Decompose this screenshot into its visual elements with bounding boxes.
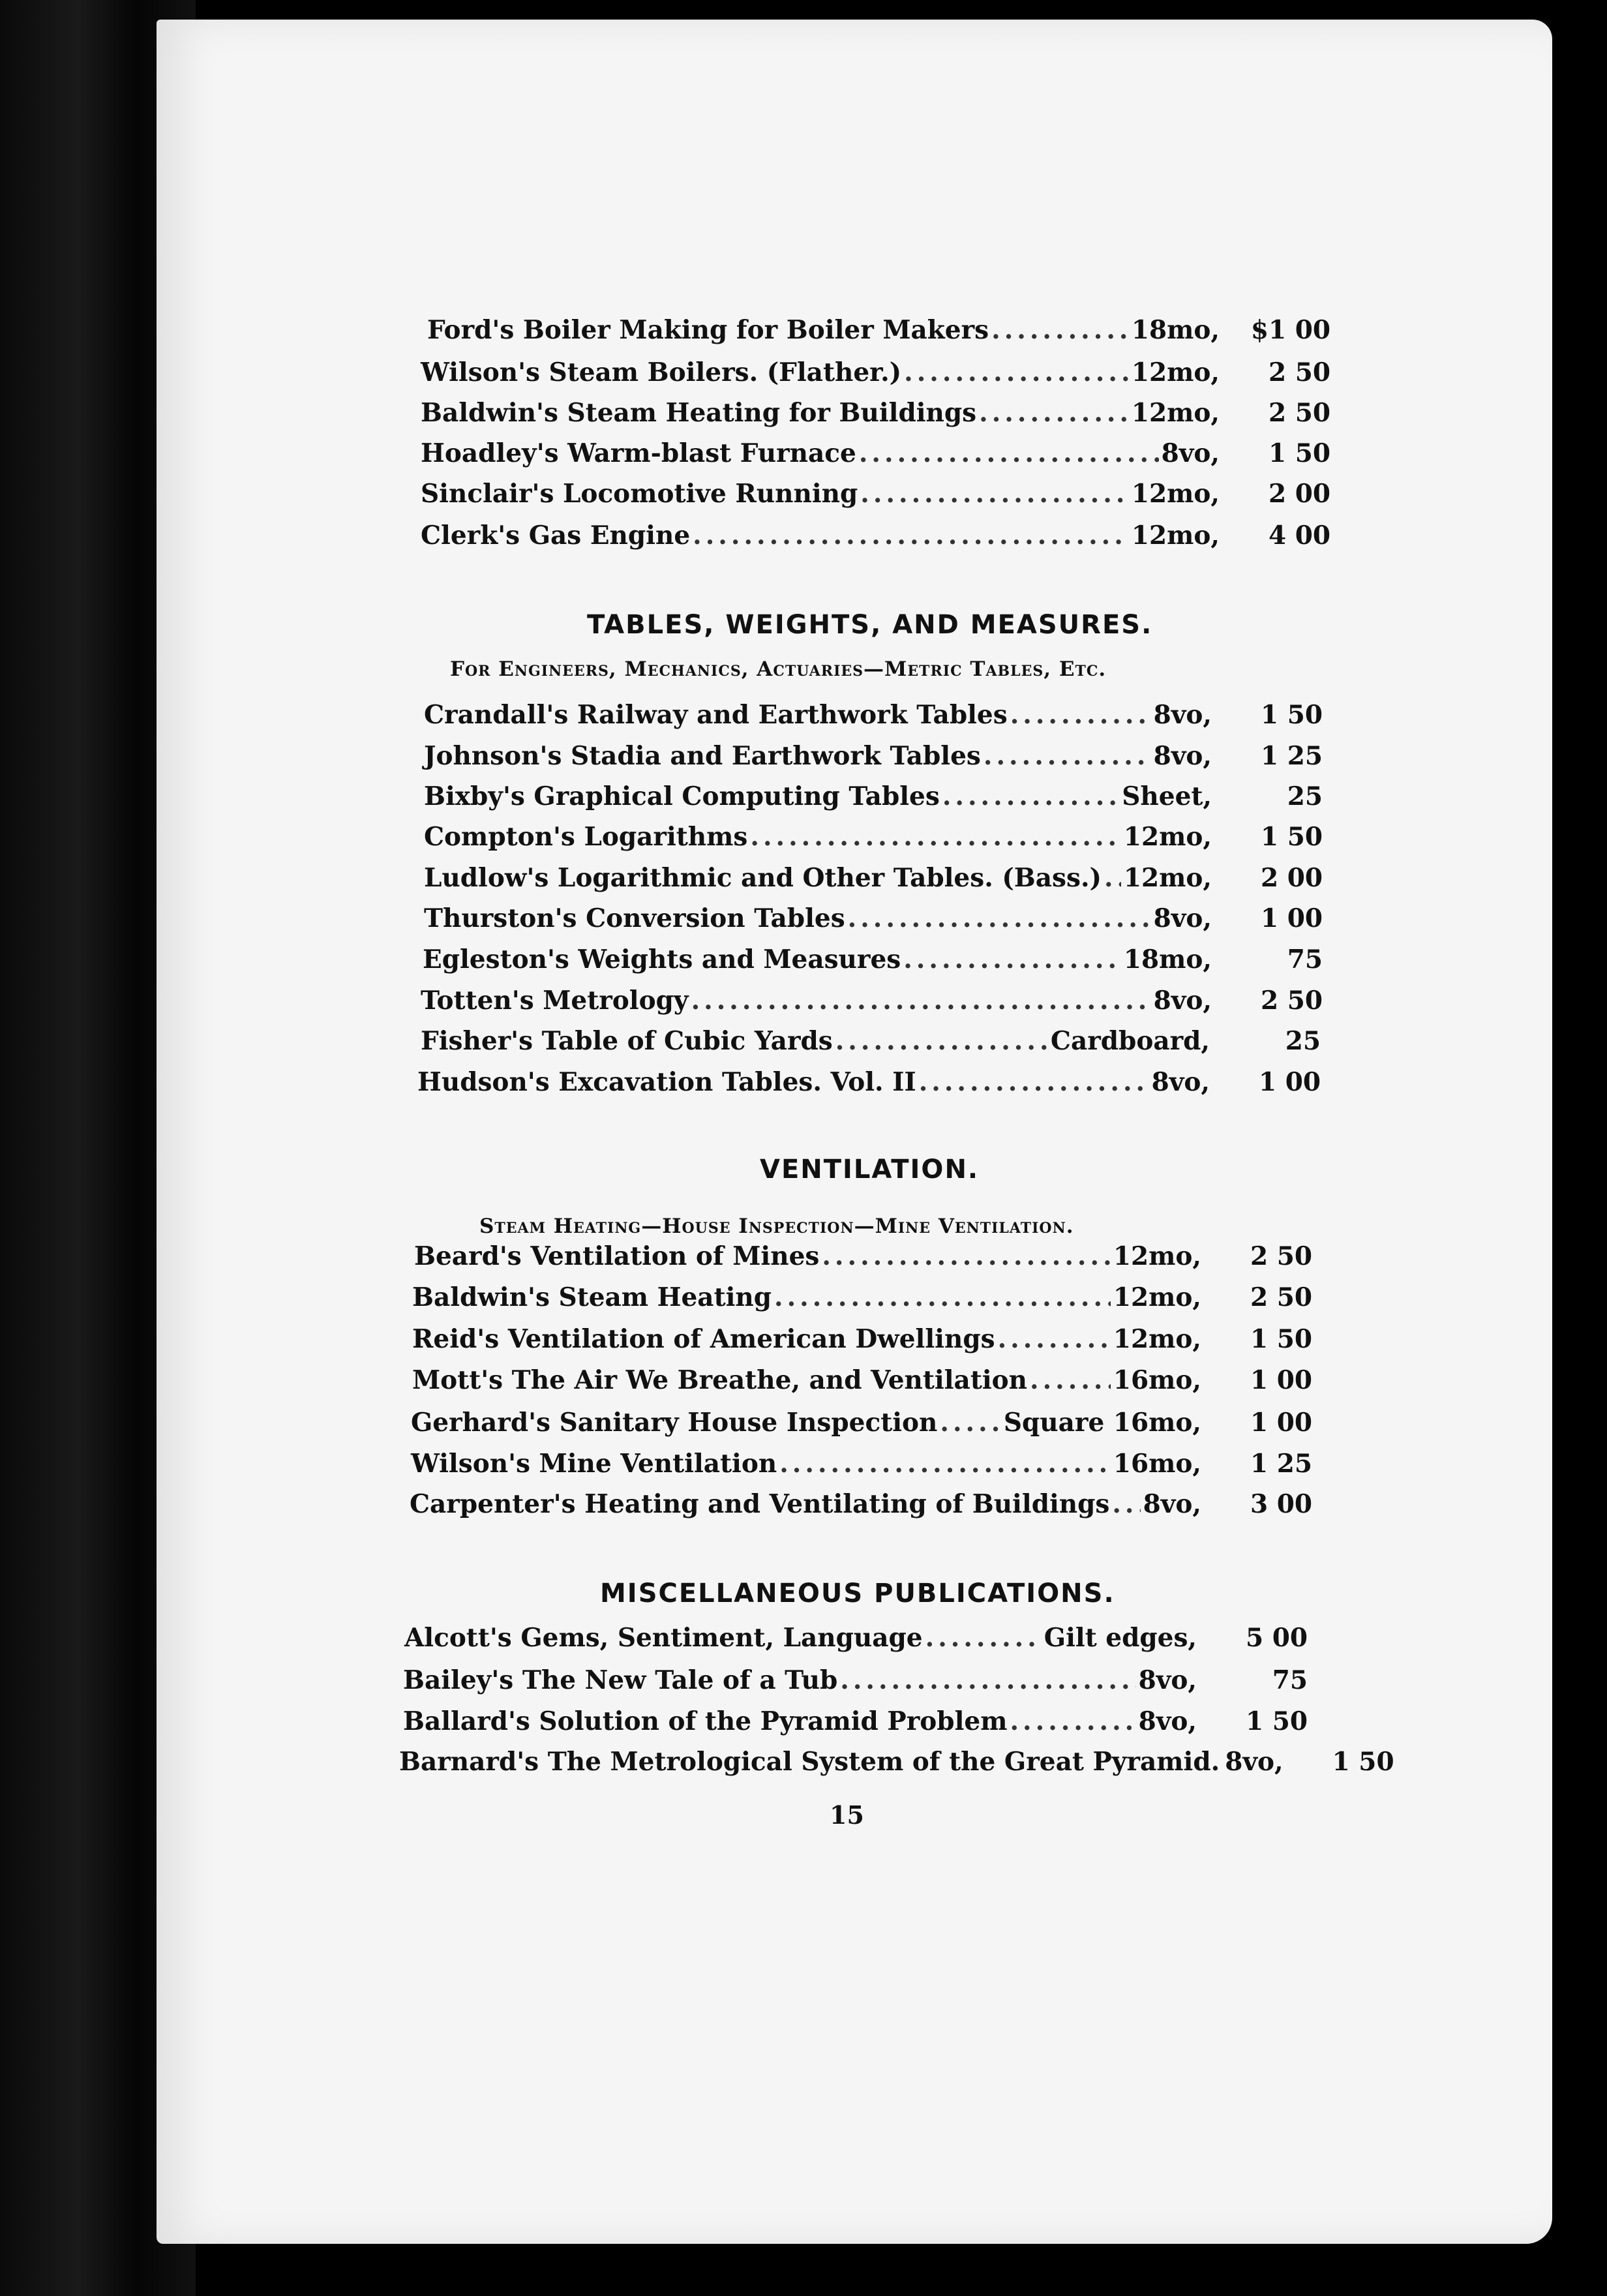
leader-dots	[942, 781, 1119, 811]
entry-title: Egleston's Weights and Measures	[423, 944, 901, 974]
entry-price: 25	[1287, 781, 1323, 811]
leader-dots	[774, 1282, 1111, 1312]
entry-format: 12mo,	[1113, 1282, 1201, 1312]
entry-title: Crandall's Railway and Earthwork Tables	[424, 700, 1008, 730]
entry-price: 2 00	[1261, 863, 1323, 893]
entry-price: 1 25	[1261, 741, 1323, 771]
catalog-entry	[411, 1408, 1312, 1438]
leader-dots	[840, 1665, 1135, 1695]
entry-price: $1 00	[1250, 315, 1330, 345]
section-heading: TABLES, WEIGHTS, AND MEASURES.	[587, 610, 1153, 640]
entry-price: 5 00	[1246, 1623, 1308, 1653]
catalog-entry	[411, 1449, 1312, 1479]
entry-price: 2 50	[1269, 398, 1330, 428]
catalog-entry	[424, 822, 1323, 852]
entry-price: 2 50	[1269, 357, 1330, 387]
entry-format: 12mo,	[1131, 357, 1220, 387]
section-subheading: For Engineers, Mechanics, Actuaries—Metric Tables, Etc.	[450, 657, 1107, 681]
leader-dots	[750, 822, 1120, 852]
leader-dots	[779, 1449, 1111, 1479]
section-subheading: Steam Heating—House Inspection—Mine Ventilation.	[479, 1215, 1074, 1238]
leader-dots	[691, 986, 1151, 1016]
catalog-entry	[399, 1747, 1394, 1777]
leader-dots	[925, 1623, 1042, 1653]
catalog-entry	[424, 700, 1323, 730]
entry-price: 2 50	[1261, 986, 1323, 1016]
catalog-entry	[421, 398, 1330, 428]
entry-price: 2 50	[1250, 1241, 1312, 1271]
entry-format: 18mo,	[1131, 315, 1220, 345]
entry-format: Sheet,	[1122, 781, 1212, 811]
catalog-entry	[403, 1665, 1308, 1695]
catalog-entry	[421, 986, 1323, 1016]
entry-format: 12mo,	[1123, 863, 1212, 893]
catalog-entry	[412, 1282, 1312, 1312]
entry-price: 2 50	[1250, 1282, 1312, 1312]
page-content	[157, 20, 1552, 2244]
entry-title: Hoadley's Warm-blast Furnace	[421, 438, 856, 468]
entry-format: 12mo,	[1131, 398, 1220, 428]
entry-title: Beard's Ventilation of Mines	[414, 1241, 820, 1271]
entry-title: Reid's Ventilation of American Dwellings	[412, 1324, 995, 1354]
entry-title: Gerhard's Sanitary House Inspection	[411, 1408, 938, 1438]
leader-dots	[1104, 863, 1121, 893]
entry-title: Barnard's The Metrological System of the Great Pyramid.	[399, 1747, 1220, 1777]
entry-title: Johnson's Stadia and Earthwork Tables	[424, 741, 981, 771]
leader-dots	[1030, 1365, 1111, 1395]
section-heading: MISCELLANEOUS PUBLICATIONS.	[600, 1578, 1115, 1609]
entry-title: Baldwin's Steam Heating	[412, 1282, 772, 1312]
catalog-entry	[417, 1067, 1321, 1097]
catalog-entry	[421, 521, 1330, 551]
entry-price: 1 50	[1332, 1747, 1394, 1777]
entry-format: 8vo,	[1153, 700, 1212, 730]
entry-format: 8vo,	[1153, 986, 1212, 1016]
catalog-entry	[414, 1241, 1312, 1271]
catalog-entry	[424, 741, 1323, 771]
entry-format: 18mo,	[1123, 944, 1212, 974]
leader-dots	[984, 741, 1151, 771]
entry-title: Sinclair's Locomotive Running	[421, 479, 858, 509]
entry-format: Cardboard,	[1050, 1026, 1210, 1056]
entry-format: 8vo,	[1151, 1067, 1210, 1097]
catalog-entry	[421, 1026, 1321, 1056]
leader-dots	[903, 944, 1121, 974]
entry-title: Mott's The Air We Breathe, and Ventilation	[412, 1365, 1028, 1395]
entry-title: Ballard's Solution of the Pyramid Problem	[403, 1706, 1008, 1736]
catalog-entry	[424, 903, 1323, 933]
leader-dots	[998, 1324, 1111, 1354]
entry-title: Totten's Metrology	[421, 986, 689, 1016]
entry-title: Wilson's Steam Boilers. (Flather.)	[421, 357, 902, 387]
entry-price: 1 00	[1259, 1067, 1321, 1097]
entry-title: Fisher's Table of Cubic Yards	[421, 1026, 833, 1056]
catalog-entry	[424, 781, 1323, 811]
leader-dots	[1010, 1706, 1135, 1736]
leader-dots	[1010, 700, 1151, 730]
catalog-page	[157, 20, 1552, 2244]
leader-dots	[940, 1408, 1000, 1438]
entry-title: Compton's Logarithms	[424, 822, 748, 852]
entry-format: 16mo,	[1113, 1449, 1201, 1479]
entry-title: Baldwin's Steam Heating for Buildings	[421, 398, 977, 428]
entry-format: 12mo,	[1113, 1324, 1201, 1354]
catalog-entry	[403, 1706, 1308, 1736]
entry-format: 8vo,	[1138, 1665, 1197, 1695]
entry-format: 8vo,	[1143, 1489, 1201, 1519]
section-heading: VENTILATION.	[760, 1155, 980, 1185]
entry-format: 8vo,	[1225, 1747, 1284, 1777]
leader-dots	[848, 903, 1151, 933]
entry-price: 4 00	[1269, 521, 1330, 551]
entry-price: 75	[1272, 1665, 1308, 1695]
leader-dots	[693, 521, 1129, 551]
entry-format: 12mo,	[1131, 479, 1220, 509]
entry-format: 12mo,	[1123, 822, 1212, 852]
leader-dots	[859, 438, 1159, 468]
entry-format: Square 16mo,	[1003, 1408, 1201, 1438]
leader-dots	[979, 398, 1129, 428]
entry-title: Thurston's Conversion Tables	[424, 903, 845, 933]
entry-format: 12mo,	[1131, 521, 1220, 551]
catalog-entry	[421, 438, 1330, 468]
entry-price: 1 25	[1250, 1449, 1312, 1479]
leader-dots	[919, 1067, 1149, 1097]
entry-format: 12mo,	[1113, 1241, 1201, 1271]
entry-title: Carpenter's Heating and Ventilating of Buildings	[410, 1489, 1110, 1519]
entry-format: 16mo,	[1113, 1365, 1201, 1395]
catalog-entry	[404, 1623, 1308, 1653]
catalog-entry	[412, 1324, 1312, 1354]
entry-price: 1 00	[1250, 1365, 1312, 1395]
catalog-entry	[412, 1365, 1312, 1395]
entry-price: 1 50	[1269, 438, 1330, 468]
catalog-entry	[421, 357, 1330, 387]
entry-title: Alcott's Gems, Sentiment, Language	[404, 1623, 923, 1653]
entry-price: 1 00	[1261, 903, 1323, 933]
leader-dots	[835, 1026, 1048, 1056]
catalog-entry	[410, 1489, 1312, 1519]
entry-format: Gilt edges,	[1044, 1623, 1197, 1653]
entry-title: Bailey's The New Tale of a Tub	[403, 1665, 838, 1695]
leader-dots	[860, 479, 1129, 509]
entry-title: Wilson's Mine Ventilation	[411, 1449, 777, 1479]
entry-price: 1 50	[1261, 700, 1323, 730]
page-number: 15	[830, 1800, 864, 1830]
entry-format: 8vo,	[1153, 741, 1212, 771]
entry-price: 3 00	[1250, 1489, 1312, 1519]
entry-price: 1 50	[1250, 1324, 1312, 1354]
entry-format: 8vo,	[1138, 1706, 1197, 1736]
leader-dots	[1112, 1489, 1140, 1519]
entry-price: 25	[1285, 1026, 1321, 1056]
catalog-entry	[424, 863, 1323, 893]
entry-price: 1 00	[1250, 1408, 1312, 1438]
catalog-entry	[427, 315, 1330, 345]
entry-price: 1 50	[1261, 822, 1323, 852]
entry-title: Ludlow's Logarithmic and Other Tables. (Bass.)	[424, 863, 1102, 893]
catalog-entry	[421, 479, 1330, 509]
entry-format: 8vo,	[1153, 903, 1212, 933]
entry-title: Ford's Boiler Making for Boiler Makers	[427, 315, 989, 345]
leader-dots	[991, 315, 1129, 345]
catalog-entry	[423, 944, 1323, 974]
entry-title: Bixby's Graphical Computing Tables	[424, 781, 940, 811]
entry-format: 8vo,	[1161, 438, 1220, 468]
entry-price: 1 50	[1246, 1706, 1308, 1736]
leader-dots	[904, 357, 1129, 387]
entry-price: 75	[1287, 944, 1323, 974]
entry-title: Clerk's Gas Engine	[421, 521, 691, 551]
leader-dots	[822, 1241, 1111, 1271]
entry-price: 2 00	[1269, 479, 1330, 509]
entry-title: Hudson's Excavation Tables. Vol. II	[417, 1067, 916, 1097]
